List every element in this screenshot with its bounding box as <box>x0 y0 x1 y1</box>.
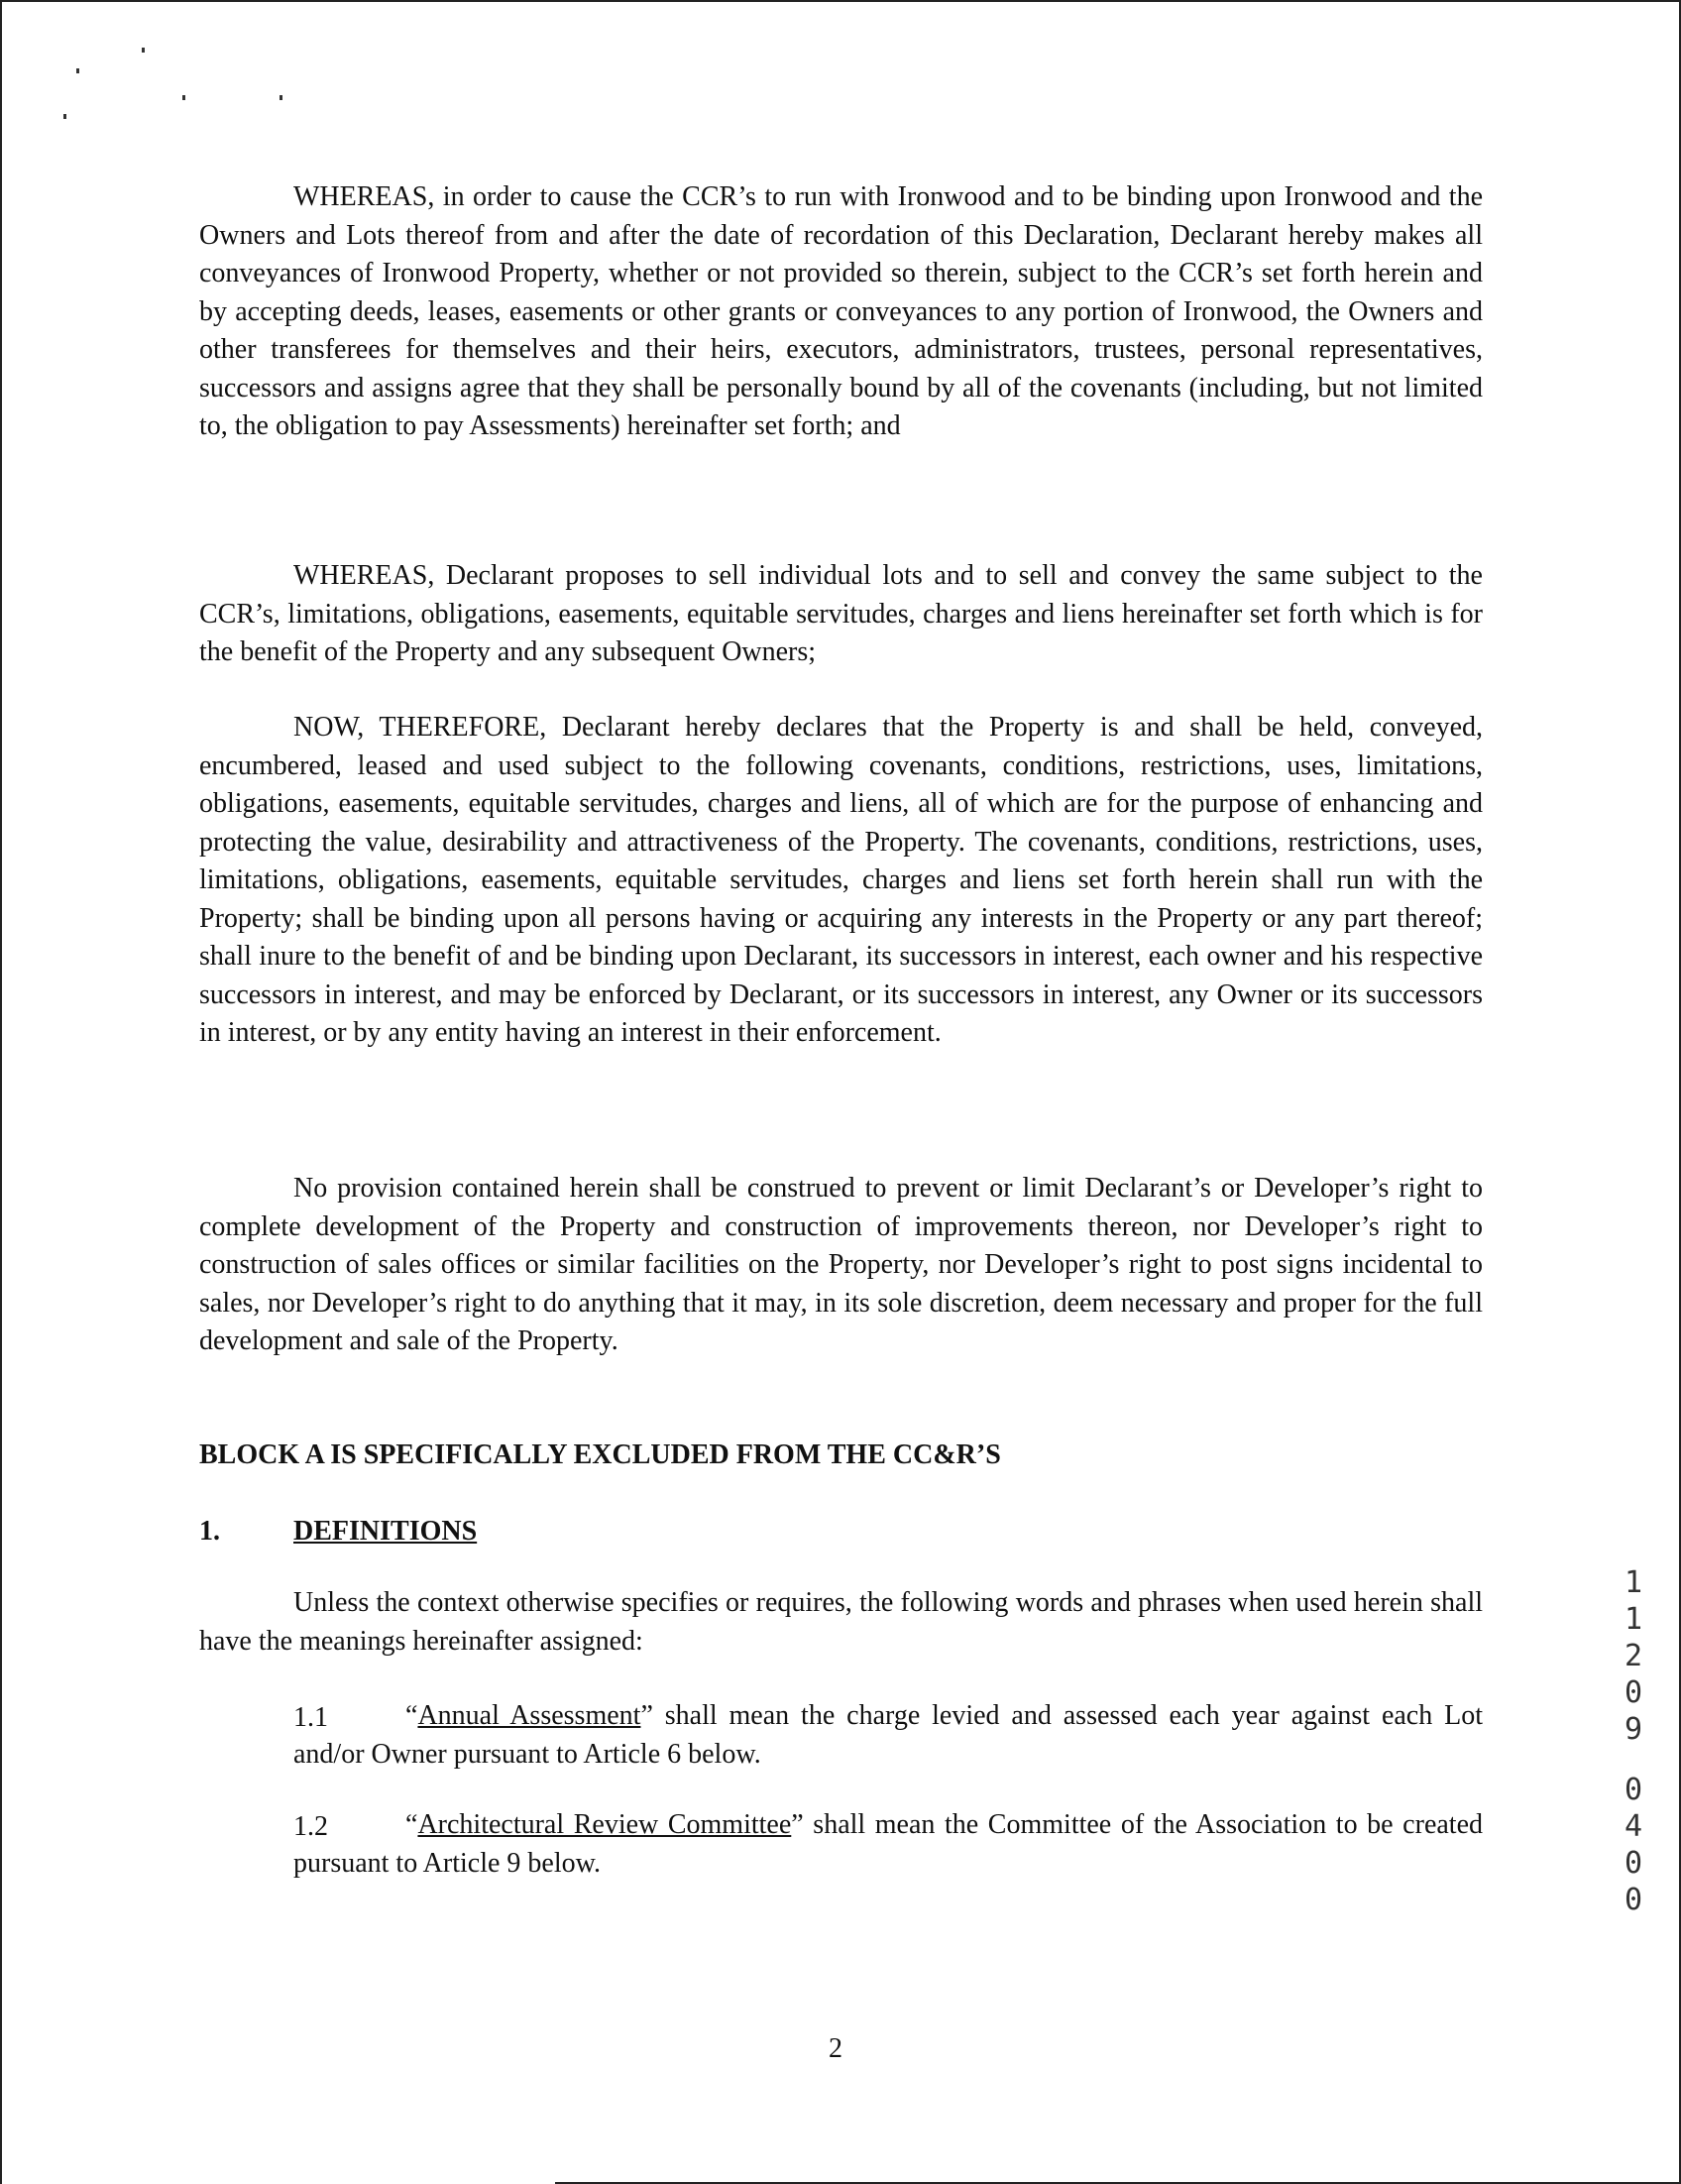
stamp-digit: 0 <box>1624 1773 1643 1807</box>
exclusion-heading: BLOCK A IS SPECIFICALLY EXCLUDED FROM THE CC&R’S <box>199 1439 1001 1470</box>
page-number: 2 <box>829 2033 842 2064</box>
definition-text: ” shall mean the Committee of the Association to be created pursuant to Article 9 below. <box>293 1809 1484 1879</box>
definition-term: Architectural Review Committee <box>417 1809 792 1840</box>
definition-open-quote: “ <box>405 1700 418 1731</box>
definition-number: 1.1 <box>293 1702 328 1733</box>
section-number: 1. <box>199 1516 220 1547</box>
page-edge-top <box>0 0 1681 2</box>
scan-speck <box>63 114 66 119</box>
stamp-digit: 0 <box>1624 1675 1643 1710</box>
scan-speck <box>280 95 282 100</box>
section-title-definitions: DEFINITIONS <box>293 1516 478 1547</box>
definition-number: 1.2 <box>293 1811 328 1842</box>
recording-stamp <box>1622 1564 1645 1918</box>
page-edge-left <box>0 0 2 2184</box>
paragraph-no-provision: No provision contained herein shall be construed to prevent or limit Declarant’s or Developer’s right to complete development of the Property and construction of improvements thereon, nor Developer’s right to construction of sales offices or similar facilities on the Property, nor Developer’s right to post signs incidental to sales, nor Developer’s right to do anything that it may, in its sole discretion, deem necessary and proper for the full development and sale of the Property. <box>199 1173 1483 1356</box>
paragraph-whereas-sell: WHEREAS, Declarant proposes to sell individual lots and to sell and convey the same subject to the CCR’s, limitations, obligations, easements, equitable servitudes, charges and liens hereinafter set forth which is for the benefit of the Property and any subsequent Owners; <box>199 560 1483 667</box>
stamp-digit: 2 <box>1624 1639 1643 1673</box>
paragraph-now-therefore: NOW, THEREFORE, Declarant hereby declares that the Property is and shall be held, conveyed, encumbered, leased and used subject to the following covenants, conditions, restrictions, uses, limitations, obligations, easements, equitable servitudes, charges and liens, all of which are for the purpose of enhancing and protecting the value, desirability and attractiveness of the Property. The covenants, conditions, restrictions, uses, limitations, obligations, easements, equitable servitudes, charges and liens set forth herein shall run with the Property; shall be binding upon all persons having or acquiring any interests in the Property or any part thereof; shall inure to the benefit of and be binding upon Declarant, its successors in interest, each owner and his respective successors in interest, and may be enforced by Declarant, or its successors in interest, any Owner or its successors in interest, or by any entity having an interest in their enforcement. <box>199 712 1483 1048</box>
stamp-digit: 4 <box>1624 1809 1643 1844</box>
scan-speck <box>142 48 145 53</box>
stamp-digit: 0 <box>1624 1883 1643 1917</box>
stamp-digit: 1 <box>1624 1565 1643 1600</box>
definition-term: Annual Assessment <box>417 1700 641 1731</box>
stamp-digit: 0 <box>1624 1846 1643 1881</box>
definition-item <box>293 1697 1483 1774</box>
definition-open-quote: “ <box>405 1809 418 1840</box>
scan-speck <box>76 68 79 73</box>
paragraph-whereas-binding: WHEREAS, in order to cause the CCR’s to run with Ironwood and to be binding upon Ironwood and the Owners and Lots thereof from and after the date of recordation of this Declaration, Declarant hereby makes all conveyances of Ironwood Property, whether or not provided so therein, subject to the CCR’s set forth herein and by accepting deeds, leases, easements or other grants or conveyances to any portion of Ironwood, the Owners and other transferees for themselves and their heirs, executors, administrators, trustees, personal representatives, successors and assigns agree that they shall be personally bound by all of the covenants (including, but not limited to, the obligation to pay Assessments) hereinafter set forth; and <box>199 181 1483 441</box>
definition-item <box>293 1806 1483 1883</box>
paragraph-definitions-intro: Unless the context otherwise specifies or requires, the following words and phrases when used herein shall have the meanings hereinafter assigned: <box>199 1587 1483 1657</box>
stamp-digit: 9 <box>1624 1712 1643 1747</box>
stamp-gap <box>1622 1748 1645 1772</box>
scan-speck <box>182 95 185 100</box>
definition-text: ” shall mean the charge levied and assessed each year against each Lot and/or Owner pursuant to Article 6 below. <box>293 1700 1484 1770</box>
stamp-digit: 1 <box>1624 1602 1643 1637</box>
